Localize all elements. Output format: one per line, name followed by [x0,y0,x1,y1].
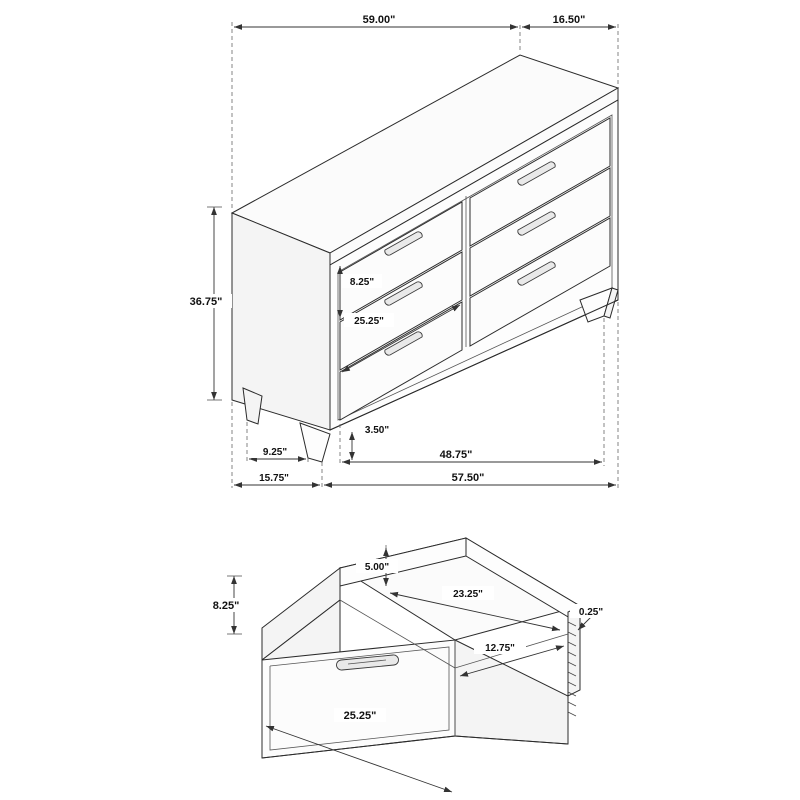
dim-label-drawer-face-height: 8.25" [349,277,375,288]
dim-label-front-width: 25.25" [343,710,377,722]
dim-label-drawer-face-width: 25.25" [354,316,384,327]
drawer-right-return [455,640,568,744]
drawer-box-detail [204,538,612,792]
dim-label-leg-depth: 9.25" [262,447,288,458]
dim-label-interior-height: 5.00" [364,562,390,573]
dim-label-case-width-base: 57.50" [451,472,485,484]
dim-label-top-width: 59.00" [362,14,396,26]
dim-label-top-depth: 16.50" [552,14,586,26]
drawer-box-right-side [568,606,580,696]
dim-label-interior-depth: 12.75" [485,643,515,654]
dim-label-leg-height: 3.50" [364,425,390,436]
dresser-assembly [180,12,618,488]
dim-label-case-width-front: 48.75" [439,449,473,461]
dim-label-interior-width: 23.25" [453,589,483,600]
dim-label-panel-thickness: 0.25" [578,607,604,618]
dim-label-box-height: 8.25" [212,600,240,612]
dim-label-base-depth: 15.75" [259,473,289,484]
dim-label-overall-height: 36.75" [189,296,223,308]
